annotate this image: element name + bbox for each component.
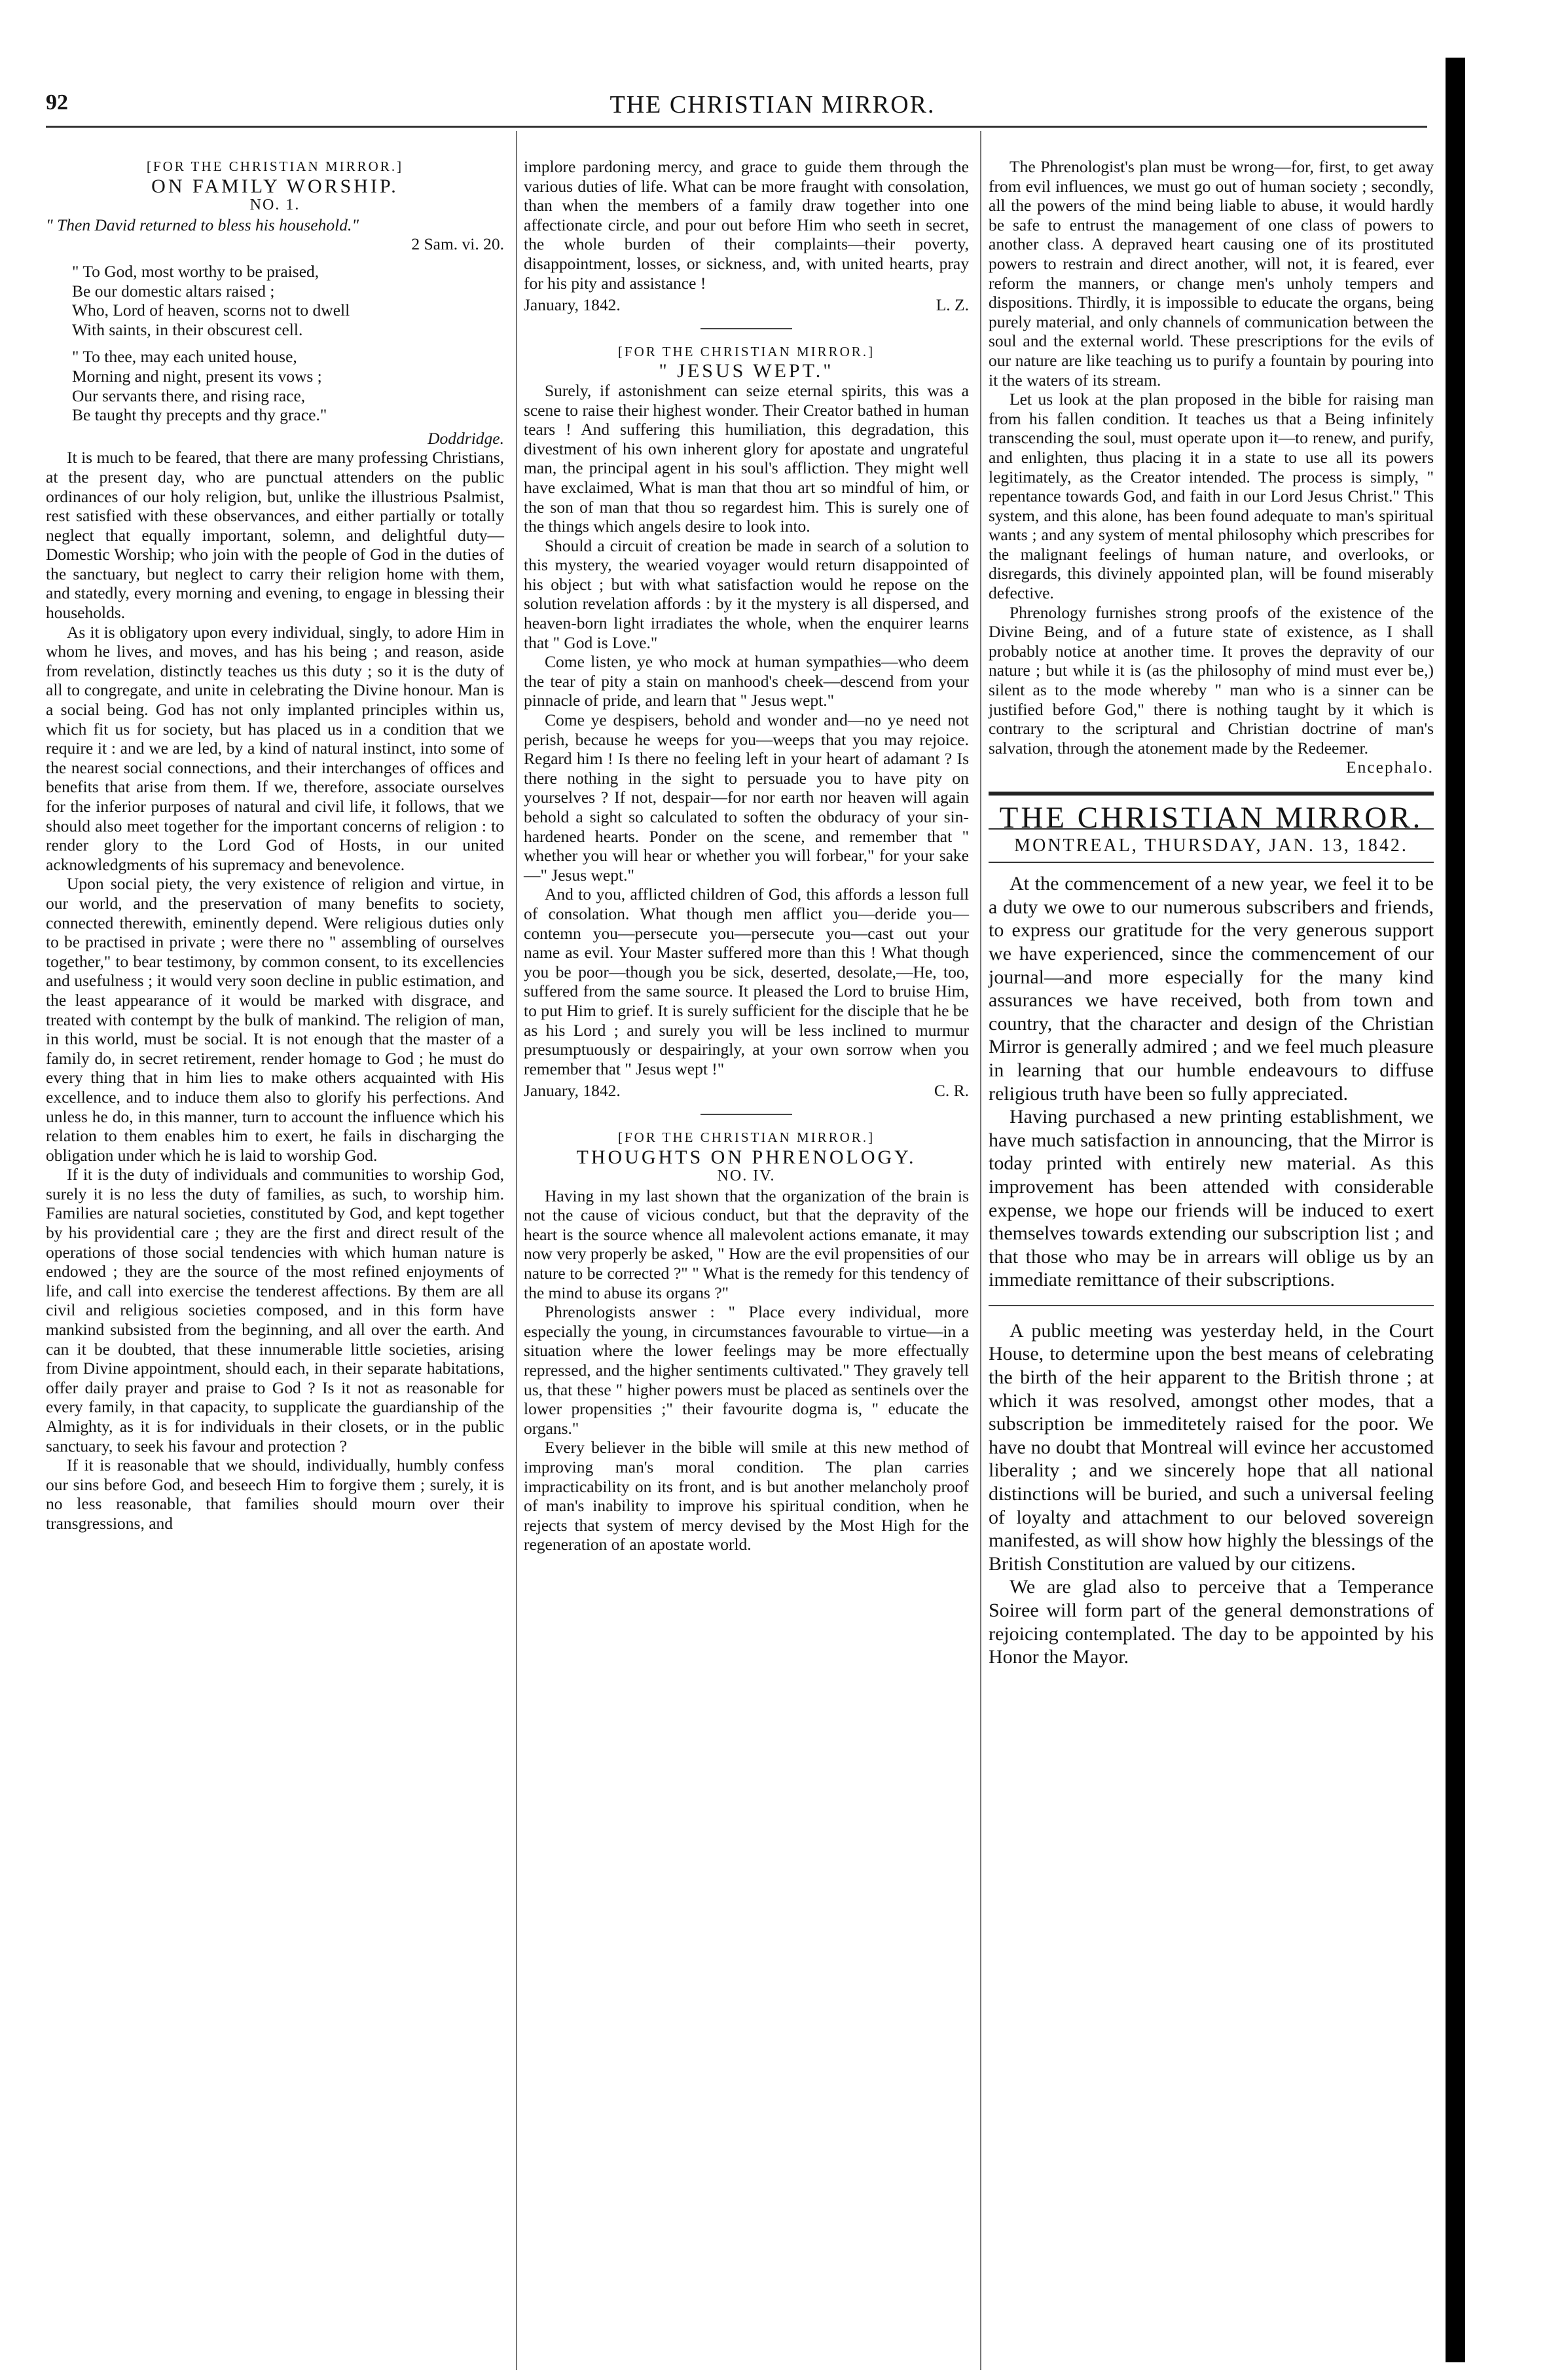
verse-line: Who, Lord of heaven, scorns not to dwell — [72, 301, 350, 320]
article-heading: " JESUS WEPT." — [659, 360, 834, 382]
column-3 — [989, 157, 1434, 1669]
article-paragraph: Phrenology furnishes strong proofs of the existence of the Divine Being, and of a future state of existence, as I shall probably notice at another time. It proves the depravity of our nature ; but while it is (as the philosophy of mind must ever be,) silent as to the mode whereby " man who is a sinner can be justified before God," there is nothing taught by it which is contrary to the scriptural and Christian doctrine of man's salvation, through the atonement made by the Redeemer. — [989, 602, 1434, 758]
epigraph-ref: 2 Sam. vi. 20. — [411, 234, 504, 254]
running-head: THE CHRISTIAN MIRROR. — [610, 91, 936, 119]
editorial-paragraph: At the commencement of a new year, we feel it to be a duty we owe to our numerous subscribers and friends, to express our gratitude for the very generous support we have experienced, since the commencement of our journal—and more especially for the many kind assurances we have received, both from town and country, that the character and design of the Christian Mirror is generally admired ; and we feel much pleasure in learning that our humble endeavours to diffuse religious truth have been so fully appreciated. — [989, 873, 1434, 1105]
verse-line: " To thee, may each united house, — [72, 347, 297, 367]
separator — [701, 328, 792, 329]
article-paragraph: As it is obligatory upon every individual, singly, to adore Him in whom he lives, and moves, and has his being ; and reason, aside from revelation, distinctly teaches us this duty ; so it is the duty of all to congregate, and unite in celebrating the Divine honour. Man is a social being. God has not only implanted principles within us, which fit us for society, but has placed us in a condition that we require it : and we are led, by a kind of natural instinct, into some of the nearest social connections, and their interchanges of offices and benefits that arise from them. If we, therefore, associate ourselves for the inferior purposes of natural and civil life, it follows, that we should also meet together for the important concerns of religion : to render glory to the Lord God of Hosts, in our united acknowledgments of his supremacy and benevolence. — [46, 622, 504, 874]
section-label: [FOR THE CHRISTIAN MIRROR.] — [617, 1129, 875, 1145]
signature-date: January, 1842. — [524, 1081, 621, 1101]
column-2 — [524, 157, 969, 1554]
section-label: [FOR THE CHRISTIAN MIRROR.] — [146, 158, 404, 174]
verse-line: With saints, in their obscurest cell. — [72, 320, 303, 339]
page-number: 92 — [46, 90, 68, 115]
article-paragraph: The Phrenologist's plan must be wrong—for, first, to get away from evil influences, we must go out of human society ; secondly, all the powers of the mind being liable to abuse, it would hardly be safe to entrust the management of one class of powers to another class. A depraved heart causing one of its prostituted powers to restrain and direct another, will not, it is feared, ever reform the manners, or change men's unholy tempers and dispositions. Thirdly, it is impossible to educate the organs, being purely material, and only channels of communication between the soul and the external world. These prescriptions for the evils of our nature are like teaching us to purify a fountain by pouring into it the waters of its stream. — [989, 157, 1434, 390]
signature-line — [524, 1081, 969, 1101]
separator — [989, 1305, 1434, 1306]
signature-name: L. Z. — [936, 295, 969, 315]
article-paragraph: Come ye despisers, behold and wonder and—no ye need not perish, because he weeps for you—weeps that you may rejoice. Regard him ! Is there no feeling left in your heart of adamant ? Is there nothing in the sight to persuade you to have pity on yourselves ? If not, despair—for nor earth nor heaven will again behold a sight so calculated to soften the obduracy of your sin-hardened hearts. Ponder on the scene, and remember that " whether you will hear or whether you will forbear," for your sake —" Jesus wept." — [524, 710, 969, 885]
verse-stanza-2 — [46, 347, 504, 424]
news-paragraph: A public meeting was yesterday held, in the Court House, to determine upon the best means of celebrating the birth of the heir apparent to the British throne ; at which it was resolved, amongst other modes, that a subscription be immeditetely raised for the poor. We have no doubt that Montreal will evince her accustomed liberality ; and we sincerely hope that all national distinctions will be buried, and such a universal feeling of loyalty and attachment to our beloved sovereign manifested, as will show how highly the blessings of the British Constitution are valued by our citizens. — [989, 1319, 1434, 1575]
article-paragraph: Come listen, ye who mock at human sympathies—who deem the tear of pity a stain on manhood's cheek—descend from your pinnacle of pride, and learn that " Jesus wept." — [524, 652, 969, 710]
article-signature: Encephalo. — [1346, 758, 1434, 777]
article-paragraph: Phrenologists answer : " Place every individual, more especially the young, in circumstances favourable to virtue—in a situation where the lower feelings may be more effectually repressed, and the higher sentiments cultivated." They gravely tell us, that these " higher powers must be placed as sentinels over the lower propensities ;" their favourite dogma is, " educate the organs." — [524, 1302, 969, 1438]
masthead-rule — [989, 792, 1434, 796]
verse-line: " To God, most worthy to be praised, — [72, 261, 319, 281]
dateline: MONTREAL, THURSDAY, JAN. 13, 1842. — [989, 828, 1434, 864]
section-label: [FOR THE CHRISTIAN MIRROR.] — [617, 343, 875, 359]
masthead-title: THE CHRISTIAN MIRROR. — [999, 801, 1423, 835]
news-paragraph: We are glad also to perceive that a Temperance Soiree will form part of the general demonstrations of rejoicing contemplated. The day to be appointed by his Honor the Mayor. — [989, 1576, 1434, 1668]
article-paragraph: implore pardoning mercy, and grace to guide them through the various duties of life. What can be more fraught with consolation, than when the members of a family draw together into one affectionate circle, and pour out before Him who seeth in secret, the whole burden of their complaints—their poverty, disappointment, losses, or sickness, and, with united hearts, pray for his pity and assistance ! — [524, 157, 969, 293]
header-rule — [46, 126, 1427, 128]
article-paragraph: Every believer in the bible will smile at this new method of improving man's moral condition. The plan carries impracticability on its front, and is but another melancholy proof of man's inability to improve his spiritual condition, when he rejects that system of mercy devised by the Most High for the regeneration of an apostate world. — [524, 1438, 969, 1554]
article-number: NO. 1. — [249, 196, 300, 214]
article-paragraph: Let us look at the plan proposed in the bible for raising man from his fallen condition. It teaches us that a Being infinitely transcending the soul, must operate upon it—to renew, and purify, and enlighten, thus placing it in a state to use all its powers legitimately, as the Creator intended. The process is simply, " repentance towards God, and faith in our Lord Jesus Christ." This system, and this alone, has been found adequate to man's spiritual wants ; and any system of mental philosophy which prescribes for the malignant feelings of human nature, and overlooks, or disregards, this divinely appointed plan, will be found miserably defective. — [989, 390, 1434, 603]
editorial — [989, 872, 1434, 1292]
article-paragraph: It is much to be feared, that there are many professing Christians, at the present day, who are punctual attenders on the public ordinances of our holy religion, but, unlike the illustrious Psalmist, rest satisfied with these observances, and either partially or totally neglect that equally important, solemn, and delightful duty—Domestic Worship; who join with the people of God in the duties of the sanctuary, but neglect to carry their religion home with them, and statedly, every morning and evening, to engage in blessing their households. — [46, 448, 504, 623]
page-edge-bar — [1446, 58, 1465, 2362]
editorial-paragraph: Having purchased a new printing establishment, we have much satisfaction in announcing, that the Mirror is today printed with entirely new material. As this improvement has been attended with considerable expense, we hope our friends will be induced to exert themselves towards extending our subscription list ; and that those who may be in arrears will oblige us by an immediate remittance of their subscriptions. — [989, 1106, 1434, 1291]
signature-date: January, 1842. — [524, 295, 621, 315]
article-paragraph: If it is reasonable that we should, individually, humbly confess our sins before God, and beseech Him to forgive them ; surely, it is no less reasonable, that families should mourn over their transgressions, and — [46, 1455, 504, 1533]
verse-line: Morning and night, present its vows ; — [72, 366, 322, 386]
verse-line: Be taught thy precepts and thy grace." — [72, 405, 327, 425]
article-paragraph: And to you, afflicted children of God, this affords a lesson full of consolation. What though men afflict you—deride you—contemn you—persecute you—persecute you—cast out your name as evil. Your Master suffered more than this ! What though you be poor—though you be sick, deserted, desolate,—He, too, suffered from the same source. It pleased the Lord to bruise Him, to put Him to grief. It is surely sufficient for the disciple that he be as his Lord ; and surely you will be less inclined to murmur presumptuously or despairingly, at your own sorrow when you remember that " Jesus wept !" — [524, 885, 969, 1078]
column-rule-2 — [980, 131, 981, 2370]
column-1 — [46, 157, 504, 1533]
article-paragraph: Surely, if astonishment can seize eternal spirits, this was a scene to raise their highest wonder. Their Creator bathed in human tears ! And suffering this humiliation, this degradation, this divestment of his own inherent glory for apostate and ungrateful man, the principal agent in his soul's affliction. They might well have exclaimed, What is man that thou art so mindful of him, or the son of man that thou so regardest him. This is surely one of the things which angels desire to look into. — [524, 380, 969, 536]
column-rule-1 — [516, 131, 517, 2370]
verse-line: Be our domestic altars raised ; — [72, 281, 275, 301]
article-heading: ON FAMILY WORSHIP. — [151, 175, 399, 197]
article-number: NO. IV. — [717, 1167, 776, 1185]
article-paragraph: If it is the duty of individuals and communities to worship God, surely it is no less the duty of families, as such, to worship him. Families are natural societies, constituted by God, and kept together by his providential care ; they are the first and direct result of the operations of those social tendencies with which human nature is endowed ; they are the source of the most refined enjoyments of life, and call into exercise the tenderest affections. By them are all civil and religious societies composed, and in this form have mankind subsisted from the beginning, and all over the earth. And can it be doubted, that these innumerable little societies, arising from Divine appointment, should each, in their separate habitations, offer daily prayer and praise to God ? Is it not as reasonable for every family, in that capacity, to supplicate the guardianship of the Almighty, as it is for individuals in their closets, or in the public sanctuary, to seek his favour and protection ? — [46, 1165, 504, 1455]
article-paragraph: Having in my last shown that the organization of the brain is not the cause of vicious conduct, but that the depravity of the heart is the source whence all malevolent actions emanate, it may now very properly be asked, " How are the evil propensities of our nature to be corrected ?" " What is the remedy for this tendency of the mind to abuse its organs ?" — [524, 1186, 969, 1302]
article-paragraph: Should a circuit of creation be made in search of a solution to this mystery, the wearied voyager would return disappointed of his object ; but with what satisfaction would he repose on the solution revelation affords : by it the mystery is all dispersed, and heaven-born light irradiates the whole, when the enquirer learns that " God is Love." — [524, 536, 969, 652]
signature-name: C. R. — [934, 1081, 969, 1101]
separator — [701, 1114, 792, 1115]
verse-line: Our servants there, and rising race, — [72, 386, 306, 405]
signature-line — [524, 295, 969, 315]
news-item — [989, 1319, 1434, 1669]
verse-attribution: Doddridge. — [428, 428, 504, 448]
article-heading: THOUGHTS ON PHRENOLOGY. — [576, 1146, 917, 1168]
verse-stanza-1 — [46, 262, 504, 339]
article-paragraph: Upon social piety, the very existence of religion and virtue, in our world, and the preservation of many benefits to society, connected therewith, eminently depend. Were religious duties only to be practised in private ; were there no " assembling of ourselves together," to bear testimony, by common consent, to its excellencies and usefulness ; it would very soon decline in public estimation, and the least appearance of it would be marked with disgrace, and treated with contempt by the bulk of mankind. The religion of man, in this world, must be social. It is not enough that the master of a family do, in secret retirement, render homage to God ; he must do every thing that in him lies to make others acquainted with His excellence, and to induce them also to glorify his perfections. And unless he do, in this manner, turn to account the influence which his relation to them enables him to exert, he fails in discharging the obligation under which he is laid to worship God. — [46, 874, 504, 1165]
epigraph: " Then David returned to bless his household." — [46, 215, 359, 234]
